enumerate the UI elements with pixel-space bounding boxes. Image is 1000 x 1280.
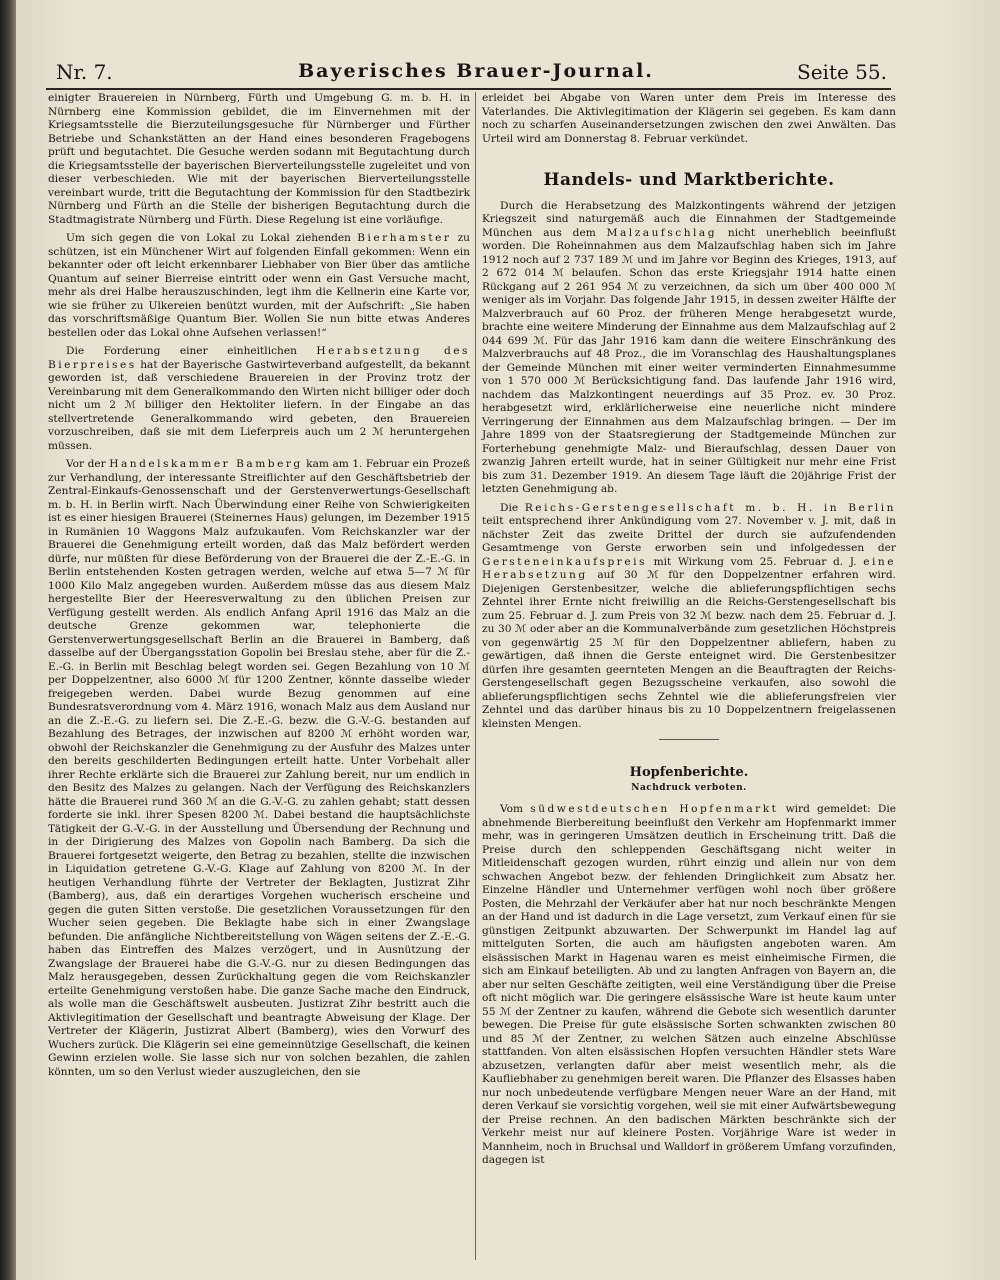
article-paragraph (482, 803, 896, 1168)
column-divider (475, 92, 476, 1260)
spaced-keyword: südwestdeutschen Hopfenmarkt (530, 803, 779, 815)
spaced-keyword: Malzaufschlag (606, 226, 718, 239)
section-heading: Handels- und Marktberichte. (543, 170, 835, 190)
paragraph-text: Die (500, 501, 525, 514)
paragraph-text: teilt entsprechend ihrer Ankündigung vom 27. November v. J. mit, daß in nächster Zeit das zweite Drittel der durch sie aufzufendenden Gesamtmenge von Gerste erworben sein und infolgedessen der (482, 515, 896, 554)
article-paragraph (48, 458, 470, 1079)
paragraph-text: Die Forderung einer einheitlichen (66, 345, 317, 357)
article-paragraph (482, 502, 896, 732)
page-content (46, 0, 918, 1280)
paragraph-text: nicht unerheblich beeinflußt worden. Die Roheinnahmen aus dem Malzaufschlag haben sich im Jahre 1912 noch auf 2 737 189 ℳ und im Jahre vor Beginn des Krieges, 1913, auf 2 672 014 ℳ belaufen. Schon das erste Kriegsjahr 1914 hatte einen Rückgang auf 2 261 954 ℳ zu verzeichnen, da sich um über 400 000 ℳ weniger als im Vorjahr. Das folgende Jahr 1915, in dessen zweiter Hälfte der Malzverbrauch auf 60 Proz. der früheren Menge herabgesetzt wurde, brachte eine weitere Minderung der Einnahme aus dem Malzaufschlag auf 2 044 699 ℳ. Für das Jahr 1916 kam dann die weitere Einschränkung des Malzverbrauchs auf 48 Proz., die im Voranschlag des Haushaltungsplanes der Gemeinde München mit einer weiter verminderten Einnahmesumme von 1 570 000 ℳ Berücksichtigung fand. Das laufende Jahr 1916 wird, nachdem das Malzkontingent neuerdings auf 35 Proz. ev. 30 Proz. herabgesetzt wird, erklärlicherweise eine neuerliche nicht mindere Verringerung der Einnahmen aus dem Malzaufschlag bringen. — Der im Jahre 1899 von der Staatsregierung der Stadtgemeinde München zur Forterhebung genehmigte Malz- und Bieraufschlag, dessen Dauer von zwanzig Jahren erteilt wurde, hat in seiner Gültigkeit nur mehr eine Frist bis zum 31. Dezember 1919. An diesem Tage läuft die 20jährige Frist der letzten Genehmigung ab. (482, 226, 896, 495)
paragraph-text: wird gemeldet: Die abnehmende Bierbereitung beeinflußt den Verkehr am Hopfenmarkt immer mehr, was in geringeren Umsätzen deutlich in Erscheinung tritt. Daß die Preise durch den schleppenden Geschäftsgang nicht weiter in Mitleidenschaft gezogen wurden, rührt einzig und allein nur von dem schwachen Angebot bezw. der fehlenden Dringlichkeit zum Absatz her. Einzelne Händler und Unternehmer verfügen wohl noch über größere Posten, die Mehrzahl der Verkäufer aber hat nur noch beschränkte Mengen an der Hand und ist dadurch in die Lage versetzt, zum Verkauf einen für sie günstigen Zeitpunkt abzuwarten. Der Schwerpunkt im Handel lag auf mittelguten Sorten, die auch am häufigsten angeboten waren. Am elsässischen Markt in Hagenau waren es meist einheimische Firmen, die sich am Einkauf beteiligten. Ab und zu langten Anfragen von Bayern an, die aber nur selten Geschäfte zeitigten, weil eine Verständigung über die Preise oft nicht möglich war. Die geringere elsässische Ware ist heute kaum unter 55 ℳ der Zentner zu kaufen, während die Gebote sich wesentlich darunter bewegen. Die Preise für gute elsässische Sorten schwankten zwischen 80 und 85 ℳ der Zentner, zu welchen Sätzen auch einzelne Abschlüsse stattfanden. Von alten elsässischen Hopfen versuchten Händler stets Ware abzusetzen, verlangten dafür aber meist wesentlich mehr, als die Kaufliebhaber zu genehmigen bereit waren. Die Pflanzer des Elsasses haben nur noch unbedeutende verfügbare Mengen neuer Ware an der Hand, mit deren Verkauf sie vorsichtig vorgehen, weil sie mit einer Aufwärtsbewegung der Preise rechnen. An den badischen Märkten beschränkte sich der Verkehr meist nur auf kleinere Posten. Vorjährige Ware ist weder in Mannheim, noch in Bruchsal und Walldorf in größerem Umfang vorzufinden, dagegen ist (482, 803, 897, 1166)
article-paragraph (48, 232, 470, 340)
paragraph-text: Um sich gegen die von Lokal zu Lokal ziehenden (66, 232, 358, 244)
section-divider (659, 739, 719, 740)
article-paragraph (482, 200, 896, 497)
left-column (48, 92, 470, 1084)
paragraph-text: auf 30 ℳ für den Doppelzentner erfahren wird. Diejenigen Gerstenbesitzer, welche die ablieferungspflichtigen sechs Zehntel ihrer Ernte nicht freiwillig an die Reichs-Gerstengesellschaft bis zum 25. Februar d. J. zum Preis von 32 ℳ bezw. nach dem 25. Februar d. J. zu 30 ℳ oder aber an die Kommunalverbände zum gesetzlichen Höchstpreis von gegenwärtig 25 ℳ für den Doppelzentner abliefern, haben zu gewärtigen, daß ihnen die Gerste enteignet wird. Die Gerstenbesitzer dürfen ihre gesamten geernteten Mengen an die Beauftragten der Reichs-Gerstengesellschaft gegen Bezugsscheine verkaufen, also sowohl die ablieferungspflichtigen sechs Zehntel wie die ablieferungsfreien vier Zehntel und das darüber hinaus bis zu 10 Doppelzentnern freigelassenen kleinsten Mengen. (482, 569, 896, 730)
spaced-keyword: Herabsetzung des Bierpreises (48, 345, 470, 371)
spaced-keyword: Handelskammer Bamberg (109, 458, 303, 470)
spaced-keyword: Gersteneinkaufspreis (482, 555, 647, 568)
spaced-keyword: Bierhamster (357, 232, 452, 244)
article-paragraph: erleidet bei Abgabe von Waren unter dem Preis im Interesse des Vaterlandes. Die Aktivlegitimation der Klägerin sei gegeben. Es kam dann noch zu scharfen Auseinandersetzungen zwischen den zwei Anwälten. Das Urteil wird am Donnerstag 8. Februar verkündet. (482, 92, 896, 145)
paragraph-text: Vor der (66, 458, 110, 470)
subsection-heading: Hopfenberichte. (629, 765, 749, 780)
newspaper-page (16, 0, 1000, 1280)
paragraph-text: Vom (500, 803, 531, 815)
paragraph-text: zu schützen, ist ein Münchener Wirt auf folgenden Einfall gekommen: Wenn ein bekannter oder oft leicht erkennbarer Liebhaber von Bier über das amtliche Quantum auf seiner Bierreise eintritt oder wenn ein Gast Versuche macht, mehr als drei Halbe herauszuschinden, legt ihm die Kellnerin eine Karte vor, wie sie früher zu Ulkereien benützt wurden, mit der Aufschrift: „Sie haben das vorschriftsmäßige Quantum Bier. Wollen Sie nun bitte etwas Anderes bestellen oder das Lokal ohne Aufsehen verlassen!“ (48, 232, 470, 339)
paragraph-text: kam am 1. Februar ein Prozeß zur Verhandlung, der interessante Streiflichter auf den Geschäftsbetrieb der Zentral-Einkaufs-Genossenschaft und der Gerstenverwertungs-Gesellschaft m. b. H. in Berlin wirft. Nach Überwindung einer Reihe von Schwierigkeiten ist es einer hiesigen Brauerei (Steinernes Haus) gelungen, im Dezember 1915 in Rumänien 10 Waggons Malz aufzukaufen. Vom Reichskanzler war der Brauerei die Genehmigung erteilt worden, daß das Malz befördert werden dürfe, nur müßten für diese Beförderung von der Brauerei die der Z.-E.-G. in Berlin entstehenden Kosten getragen werden, welche auf etwa 5—7 ℳ für 1000 Kilo Malz angegeben wurden. Außerdem müsse das aus diesem Malz hergestellte Bier der Heeresverwaltung zu den üblichen Preisen zur Verfügung gestellt werden. Als endlich Anfang April 1916 das Malz an die deutsche Grenze gekommen war, telephonierte die Gerstenverwertungsgesellschaft Berlin an die Brauerei in Bamberg, daß dasselbe auf der Übergangsstation Gopolin bei Breslau stehe, aber für die Z.-E.-G. in Berlin mit Beschlag belegt worden sei. Gegen Bezahlung von 10 ℳ per Doppelzentner, also 6000 ℳ für 1200 Zentner, könnte dasselbe wieder freigegeben werden. Dabei wurde Bezug genommen auf eine Bundesratsverordnung vom 4. März 1916, wonach Malz aus dem Ausland nur an die Z.-E.-G. zu liefern sei. Die Z.-E.-G. bezw. die G.-V.-G. bestanden auf Bezahlung des Betrages, der inzwischen auf 8200 ℳ erhöht worden war, obwohl der Reichskanzler die Genehmigung zu der Ausfuhr des Malzes unter den bereits geschilderten Bedingungen erteilt hatte. Unter Vorbehalt aller ihrer Rechte erklärte sich die Brauerei zur Zahlung bereit, nur um endlich in den Besitz des Malzes zu gelangen. Nach der Verfügung des Reichskanzlers hätte die Brauerei rund 360 ℳ an die G.-V.-G. zu zahlen gehabt; statt dessen forderte sie inkl. ihrer Spesen 8200 ℳ. Dabei bestand die hauptsächlichste Tätigkeit der G.-V.-G. in der Ausstellung und Übersendung der Rechnung und in der Dirigierung des Malzes von Gopolin nach Bamberg. Da sich die Brauerei fortgesetzt weigerte, den Betrag zu bezahlen, stellte die inzwischen in Liquidation getretene G.-V.-G. Klage auf Zahlung von 8200 ℳ. In der heutigen Verhandlung führte der Vertreter der Beklagten, Justizrat Zihr (Bamberg), aus, daß ein derartiges Vorgehen wucherisch erscheine und gegen die guten Sitten verstoße. Die gesetzlichen Voraussetzungen für den Wucher seien gegeben. Die Beklagte habe sich in einer Zwangslage befunden. Die anfängliche Nichtbereitstellung von Wägen seitens der Z.-E.-G. haben das Eintreffen des Malzes verzögert, und in Ausnützung der Zwangslage der Brauerei habe die G.-V.-G. nur zu diesen Bedingungen das Malz herausgegeben, dessen Zurückhaltung gegen die vom Reichskanzler erteilte Genehmigung verstoßen habe. Die ganze Sache mache den Eindruck, als wolle man die Geschäftswelt ausbeuten. Justizrat Zihr bestritt auch die Aktivlegitimation der Gesellschaft und beantragte Abweisung der Klage. Der Vertreter der Klägerin, Justizrat Albert (Bamberg), wies den Vorwurf des Wuchers zurück. Die Klägerin sei eine gemeinnützige Gesellschaft, die keinen Gewinn erzielen wolle. Sie lasse sich nur von solchen bezahlen, die zahlen könnten, um so den Verlust wieder auszugleichen, den sie (48, 458, 470, 1078)
journal-title: Bayerisches Brauer-Journal. (298, 60, 654, 82)
page-header (46, 58, 891, 90)
paragraph-text: hat der Bayerische Gastwirteverband aufgestellt, da bekannt geworden ist, daß verschiedene Brauereien in der Provinz trotz der Vereinbarung mit dem Generalkommando den Wirten nicht billiger oder doch nicht um 2 ℳ billiger den Hektoliter liefern. In der Eingabe an das stellvertretende Generalkommando wird gebeten, den Brauereien vorzuschreiben, daß sie mit dem Lieferpreis auch um 2 ℳ heruntergehen müssen. (48, 358, 470, 452)
spaced-keyword: eine Herabsetzung (482, 555, 896, 581)
article-paragraph (48, 345, 470, 453)
paragraph-text: mit Wirkung vom 25. Februar d. J. (646, 555, 864, 568)
scan-binding-edge (0, 0, 16, 1280)
reprint-notice: Nachdruck verboten. (631, 782, 747, 793)
issue-number: Nr. 7. (56, 60, 113, 84)
article-paragraph: einigter Brauereien in Nürnberg, Fürth und Umgebung G. m. b. H. in Nürnberg eine Kommission gebildet, die im Einvernehmen mit der Kriegsamtsstelle die Bierzuteilungsgesuche für Nürnberger und Fürther Betriebe und Schankstätten an der Hand eines besonderen Fragebogens prüft und begutachtet. Die Gesuche werden sodann mit Begutachtung durch die Kriegsamtsstelle der bayerischen Bierverteilungsstelle zugeleitet und von dieser verbeschieden. Wie mit der bayerischen Bierverteilungsstelle vereinbart wurde, tritt die Begutachtung der Kommission für den Stadtbezirk Nürnberg und Fürth an die Stelle der bisherigen Begutachtung durch die Stadtmagistrate Nürnberg und Fürth. Diese Regelung ist eine vorläufige. (48, 92, 470, 226)
paragraph-text: Durch die Herabsetzung des Malzkontingents während der jetzigen Kriegszeit sind naturgemäß auch die Einnahmen der Stadtgemeinde München aus dem (482, 199, 896, 239)
spaced-keyword: Reichs-Gerstengesellschaft m. b. H. in Berlin (524, 501, 896, 514)
right-column (482, 92, 896, 1173)
page-number: Seite 55. (797, 60, 887, 84)
